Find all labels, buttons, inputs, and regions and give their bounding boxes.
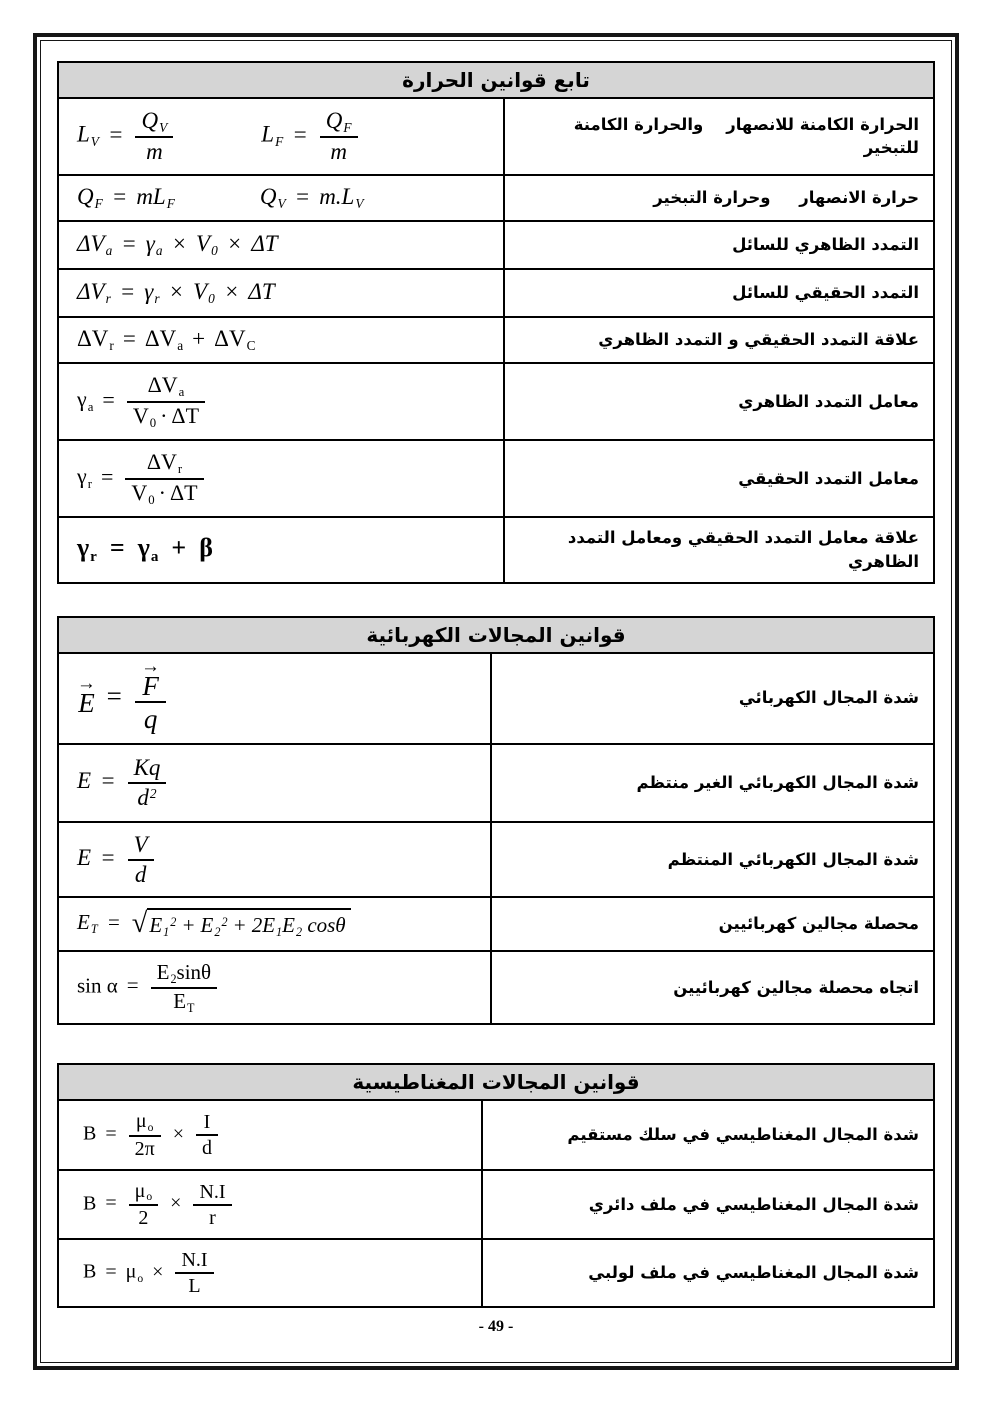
math-term: ΔT [251, 230, 278, 256]
formula-straight-wire-field [83, 1109, 221, 1161]
math-sub: T [187, 1000, 195, 1015]
frac-denominator: q [143, 703, 158, 734]
math-op: + [171, 533, 187, 563]
math-term: γ [77, 463, 87, 489]
fraction [127, 372, 205, 431]
math-term: B [83, 1122, 97, 1145]
math-sub: o [137, 1271, 144, 1285]
frac-numerator [320, 107, 358, 136]
frac-numerator: V [133, 831, 148, 857]
formula-cell [59, 654, 492, 743]
formula-heat-of-vaporization [260, 184, 364, 212]
math-op: + [181, 913, 196, 938]
law-description-text: محصلة مجالين كهربائيين [718, 914, 919, 934]
frac-denominator: 2 [138, 1207, 149, 1230]
formula-cell [59, 823, 492, 896]
formula-cell [59, 99, 505, 174]
formula-resultant-direction [77, 960, 220, 1015]
math-term: E [77, 844, 92, 870]
math-term: mL [136, 183, 166, 209]
row-apparent-expansion [59, 220, 933, 268]
formula-latent-heat-vaporization [77, 107, 176, 166]
row-apparent-expansion-coefficient [59, 362, 933, 439]
math-op: = [100, 768, 116, 794]
math-term: μ [134, 1179, 146, 1202]
formula-cell [59, 518, 505, 582]
frac-denominator [127, 403, 205, 431]
math-op: · [158, 479, 166, 505]
math-op: = [111, 183, 128, 209]
law-description [505, 318, 933, 362]
law-description-text: شدة المجال المغناطيسي في سلك مستقيم [567, 1124, 919, 1144]
formula-cell [59, 222, 505, 268]
row-real-expansion-coefficient [59, 439, 933, 516]
math-term: Q [77, 183, 94, 209]
law-description [492, 898, 933, 950]
law-description [492, 654, 933, 743]
math-op: = [107, 121, 124, 147]
math-op: = [100, 844, 116, 870]
math-op: = [105, 1122, 117, 1145]
math-term: γ [77, 386, 87, 412]
math-term: B [83, 1260, 97, 1283]
frac-numerator [151, 960, 218, 987]
formula-apparent-expansion [77, 231, 278, 259]
math-term: cosθ [307, 913, 346, 938]
law-description-text: التمدد الحقيقي للسائل [732, 283, 919, 303]
row-uniform-electric-field [59, 821, 933, 896]
formula-resultant-two-fields [77, 908, 351, 940]
math-sub: 1 [276, 925, 283, 940]
math-term: V [193, 278, 208, 304]
fraction [129, 1109, 161, 1161]
fraction [129, 1179, 159, 1231]
formula-real-expansion [77, 279, 275, 307]
math-term: L [261, 121, 275, 147]
formula-latent-heat-fusion [261, 107, 360, 166]
electric-table-title: قوانين المجالات الكهربائية [59, 618, 933, 654]
formula-cell [59, 952, 492, 1023]
law-description [505, 518, 933, 582]
formula-solenoid-field [83, 1248, 217, 1298]
formula-cell [59, 1240, 483, 1306]
frac-denominator: d [202, 1136, 213, 1159]
math-sub: a [150, 549, 159, 566]
law-description [505, 270, 933, 316]
math-op: × [152, 1260, 164, 1283]
law-description-text: اتجاه محصلة مجالين كهربائيين [673, 977, 919, 997]
math-term: ΔV [146, 449, 177, 475]
math-term: ΔV [77, 230, 105, 256]
radicand [147, 908, 350, 940]
math-sub: V [90, 133, 99, 149]
law-description-text: شدة المجال المغناطيسي في ملف دائري [588, 1194, 919, 1214]
math-term: V [132, 402, 149, 428]
math-sub: 2 [214, 925, 221, 940]
row-solenoid-field [59, 1238, 933, 1306]
math-term: E [173, 988, 187, 1013]
math-sub: F [343, 120, 352, 136]
law-description [492, 745, 933, 821]
math-sub: a [155, 243, 163, 259]
math-term: sin α [77, 973, 118, 998]
frac-denominator [167, 989, 200, 1016]
law-description-text: شدة المجال الكهربائي المنتظم [667, 849, 919, 869]
law-description [505, 99, 933, 174]
math-sub: r [105, 291, 111, 307]
math-sub: F [166, 196, 175, 212]
math-term: ΔV [77, 326, 109, 352]
math-op: × [223, 278, 240, 304]
formula-cell [59, 176, 505, 220]
math-sub: r [87, 476, 92, 491]
math-op: = [294, 183, 311, 209]
math-term: γ [145, 230, 155, 256]
frac-denominator: L [188, 1275, 201, 1298]
law-description [483, 1240, 933, 1306]
fraction [175, 1248, 213, 1298]
frac-numerator [135, 655, 166, 702]
law-description [505, 441, 933, 516]
row-latent-heat [59, 99, 933, 174]
formula-expansion-relation [77, 326, 255, 354]
math-sub: 0 [148, 492, 155, 507]
law-description-text: علاقة التمدد الحقيقي و التمدد الظاهري [598, 330, 919, 350]
math-sub: 2 [170, 972, 177, 986]
law-description-text: معامل التمدد الظاهري [738, 391, 919, 411]
math-term: E [156, 960, 170, 985]
math-op: = [104, 680, 124, 711]
math-sub: r [109, 338, 114, 354]
frac-denominator: 2π [134, 1137, 155, 1160]
math-sub: a [177, 338, 184, 354]
math-term: γ [137, 533, 150, 563]
math-term: m.L [319, 183, 355, 209]
square-root [132, 908, 351, 940]
math-term: ΔT [171, 402, 200, 428]
electric-field-laws-table [57, 616, 935, 1025]
formula-uniform-electric-field [77, 831, 157, 888]
vector-term [77, 673, 96, 719]
frac-numerator [141, 449, 188, 477]
formula-cell [59, 1171, 483, 1239]
formula-cell [59, 364, 505, 439]
math-sub: V [355, 196, 364, 212]
row-circular-coil-field [59, 1169, 933, 1239]
math-op: = [100, 463, 114, 489]
math-term: E [282, 913, 295, 938]
row-nonuniform-electric-field [59, 743, 933, 821]
page-content [40, 40, 952, 1363]
math-term: ΔV [77, 278, 105, 304]
math-term: ΔV [147, 372, 178, 398]
radical-icon: √ [131, 907, 148, 939]
formula-real-expansion-coefficient [77, 449, 207, 508]
magnetic-table-title: قوانين المجالات المغناطيسية [59, 1065, 933, 1101]
math-sub: F [275, 133, 284, 149]
law-description [505, 364, 933, 439]
math-op: = [122, 326, 136, 352]
row-expansion-coefficients-relation [59, 516, 933, 582]
math-term: ΔV [144, 326, 177, 352]
page-border-frame [33, 33, 959, 1370]
math-sub: o [147, 1120, 154, 1134]
fraction [128, 831, 154, 888]
frac-numerator [130, 1109, 160, 1135]
frac-numerator [129, 1179, 159, 1205]
law-description-text: الحرارة الكامنة للانصهار والحرارة الكامنة للتبخير [573, 114, 919, 158]
law-description-text: شدة المجال الكهربائي [738, 688, 919, 708]
fraction [125, 449, 203, 508]
frac-numerator: N.I [181, 1249, 208, 1272]
math-op: = [106, 909, 121, 934]
frac-denominator [125, 480, 203, 508]
math-op: = [102, 386, 115, 412]
formula-heat-of-fusion [77, 184, 175, 212]
math-sub: r [90, 549, 97, 566]
law-description [505, 222, 933, 268]
fraction [151, 960, 218, 1015]
frac-numerator: Kq [133, 755, 161, 781]
vector-term [141, 655, 161, 702]
math-sub: C [246, 338, 256, 354]
law-description-text: حرارة الانصهار وحرارة التبخير [653, 188, 919, 208]
law-description [483, 1171, 933, 1239]
math-sub: a [87, 399, 94, 414]
frac-denominator: m [146, 139, 163, 165]
math-term: V [131, 479, 148, 505]
math-sub: F [94, 196, 103, 212]
math-term: ΔT [248, 278, 275, 304]
math-op: = [121, 230, 137, 256]
math-term: E [78, 688, 95, 719]
math-sub: 0 [211, 243, 218, 259]
law-description-text: علاقة معامل التمدد الحقيقي ومعامل التمدد الظاهري [567, 527, 919, 571]
math-term: Q [259, 183, 277, 209]
math-op: = [105, 1192, 117, 1215]
law-description [492, 952, 933, 1023]
math-op: + [192, 326, 206, 352]
math-op: = [109, 533, 125, 563]
formula-apparent-expansion-coefficient [77, 372, 208, 431]
row-straight-wire-field [59, 1101, 933, 1169]
law-description-text: التمدد الظاهري للسائل [732, 235, 919, 255]
math-sub: T [90, 921, 98, 936]
math-term: γ [144, 278, 154, 304]
math-sup: 2 [149, 786, 157, 802]
math-term: sinθ [176, 960, 212, 985]
vector-arrow-icon: → [141, 655, 161, 677]
math-term: μ [135, 1110, 147, 1133]
math-op: = [119, 278, 136, 304]
math-term: B [83, 1192, 97, 1215]
math-op: × [170, 1192, 182, 1215]
formula-nonuniform-electric-field [77, 754, 169, 811]
math-term: 2E [251, 913, 276, 938]
formula-cell [59, 898, 492, 950]
math-sub: 1 [163, 925, 170, 940]
math-op: × [172, 1122, 185, 1145]
fraction [135, 655, 166, 735]
fraction [320, 107, 358, 166]
math-term: μ [125, 1260, 137, 1283]
math-sub: r [154, 291, 160, 307]
frac-denominator: m [330, 139, 347, 165]
row-electric-field-intensity [59, 654, 933, 743]
frac-numerator [142, 372, 191, 400]
formula-cell [59, 745, 492, 821]
math-term: E [149, 913, 163, 938]
math-sup: 2 [221, 915, 228, 930]
math-sup: 2 [170, 915, 177, 930]
frac-denominator: d [134, 861, 147, 887]
math-term: ΔT [170, 479, 198, 505]
formula-expansion-coefficients-relation [77, 533, 213, 566]
math-term: d [137, 784, 149, 810]
row-resultant-two-electric-fields [59, 896, 933, 950]
row-heat-of-fusion-vaporization [59, 174, 933, 220]
math-term: V [196, 230, 211, 256]
formula-electric-field-intensity [77, 655, 169, 735]
law-description-text: معامل التمدد الحقيقي [738, 468, 919, 488]
math-term: ΔV [214, 326, 246, 352]
math-op: · [160, 402, 168, 428]
frac-numerator: N.I [199, 1180, 226, 1203]
math-term: Q [141, 108, 159, 133]
math-term: E [77, 909, 90, 934]
frac-numerator [135, 107, 173, 136]
math-op: × [168, 278, 185, 304]
formula-circular-coil-field [83, 1179, 235, 1231]
frac-denominator: r [209, 1206, 216, 1229]
law-description-text: شدة المجال الكهربائي الغير منتظم [636, 772, 919, 792]
math-sub: a [105, 243, 113, 259]
math-sub: 0 [208, 291, 215, 307]
math-term: L [77, 121, 90, 147]
math-term: β [199, 533, 213, 563]
math-op: × [171, 230, 188, 256]
row-expansion-relation [59, 316, 933, 362]
page-number: - 49 - [478, 1318, 514, 1335]
math-op: × [226, 230, 243, 256]
fraction [128, 754, 167, 811]
math-op: = [126, 973, 139, 998]
law-description [483, 1101, 933, 1169]
math-sub: V [159, 120, 168, 136]
math-term: E [77, 768, 92, 794]
math-sub: r [177, 462, 183, 477]
math-sub: 2 [295, 925, 303, 940]
math-sub: a [178, 385, 185, 400]
magnetic-field-laws-table [57, 1063, 935, 1308]
law-description-text: شدة المجال المغناطيسي في ملف لولبي [588, 1263, 919, 1283]
fraction [193, 1180, 231, 1230]
math-sub: o [146, 1190, 153, 1204]
frac-denominator [131, 784, 162, 812]
frac-numerator: I [203, 1110, 211, 1133]
math-term: γ [77, 533, 90, 563]
fraction [135, 107, 173, 166]
formula-cell [59, 1101, 483, 1169]
math-term: Q [325, 108, 343, 133]
math-term: F [142, 671, 159, 702]
math-op: + [232, 913, 247, 938]
math-sub: 0 [149, 415, 157, 430]
formula-cell [59, 270, 505, 316]
formula-cell [59, 318, 505, 362]
formula-cell [59, 441, 505, 516]
heat-laws-table [57, 61, 935, 584]
row-resultant-direction [59, 950, 933, 1023]
row-real-expansion [59, 268, 933, 316]
law-description [505, 176, 933, 220]
vector-arrow-icon: → [77, 673, 96, 694]
math-op: = [292, 121, 308, 147]
fraction [196, 1110, 218, 1160]
heat-table-title: تابع قوانين الحرارة [59, 63, 933, 99]
law-description [492, 823, 933, 896]
math-sub: V [277, 196, 286, 212]
math-op: = [105, 1260, 117, 1283]
math-term: E [200, 913, 214, 938]
